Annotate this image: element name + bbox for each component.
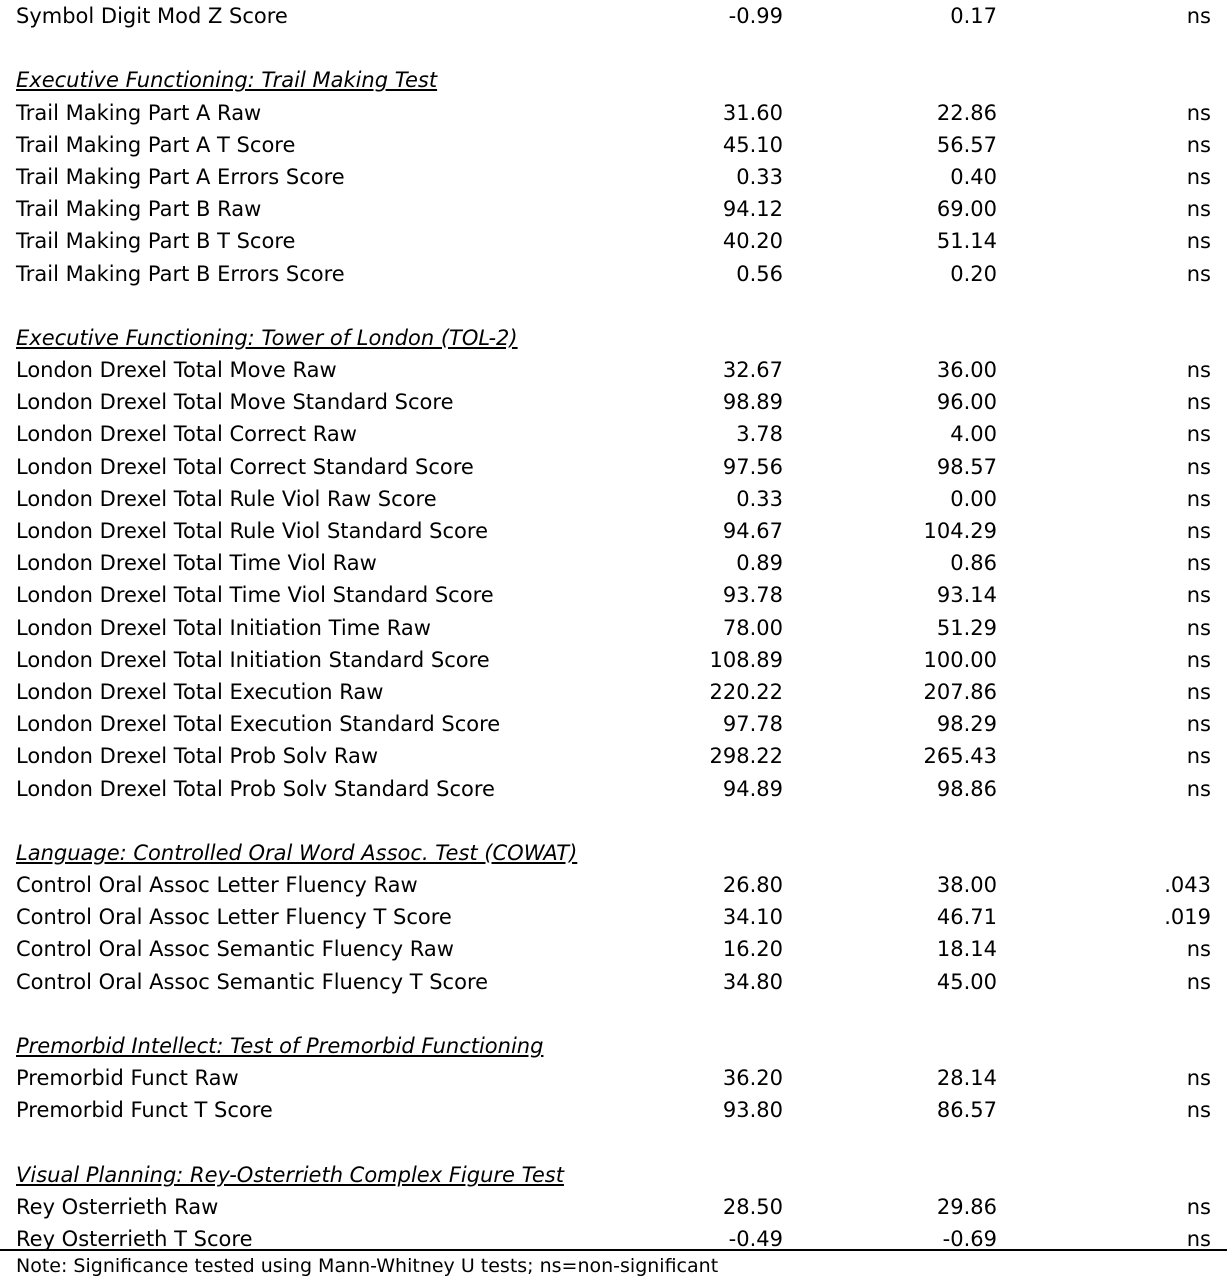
- table-row: [0, 612, 1227, 644]
- group2-value: 93.14: [936, 583, 997, 608]
- significance-value: ns: [1186, 197, 1211, 222]
- group2-value: 96.00: [936, 390, 997, 415]
- significance-value: ns: [1186, 1194, 1211, 1219]
- group2-value: 51.29: [936, 615, 997, 640]
- group1-value: 0.33: [736, 486, 783, 511]
- significance-value: ns: [1186, 4, 1211, 28]
- significance-value: ns: [1186, 132, 1211, 157]
- group1-value: 93.78: [722, 583, 783, 608]
- group2-value: 45.00: [936, 969, 997, 994]
- group1-value: 34.10: [722, 905, 783, 930]
- group2-value: 0.40: [950, 164, 997, 189]
- group2-value: 36.00: [936, 358, 997, 383]
- table-note: Note: Significance tested using Mann-Whitney U tests; ns=non-significant: [16, 1255, 719, 1277]
- group1-value: 40.20: [722, 229, 783, 254]
- measure-label: Control Oral Assoc Semantic Fluency T Score: [16, 969, 489, 994]
- table-row: [0, 129, 1227, 161]
- measure-label: London Drexel Total Move Standard Score: [16, 390, 454, 415]
- significance-value: ns: [1186, 454, 1211, 479]
- significance-value: ns: [1186, 1066, 1211, 1091]
- significance-value: ns: [1186, 583, 1211, 608]
- section-heading: Executive Functioning: Tower of London (TOL-2): [16, 325, 518, 350]
- group1-value: 0.33: [736, 164, 783, 189]
- group2-value: 100.00: [923, 647, 997, 672]
- spacer-row: [0, 998, 1227, 1030]
- measure-label: London Drexel Total Initiation Time Raw: [16, 615, 431, 640]
- group2-value: 28.14: [936, 1066, 997, 1091]
- significance-value: .019: [1164, 905, 1211, 930]
- table-row: [0, 0, 1227, 32]
- group1-value: 94.67: [722, 519, 783, 543]
- group1-value: 28.50: [722, 1194, 783, 1219]
- group1-value: 16.20: [722, 937, 783, 962]
- section-heading: Premorbid Intellect: Test of Premorbid Functioning: [16, 1034, 544, 1058]
- section-heading-row: [0, 64, 1227, 96]
- significance-value: ns: [1186, 1098, 1211, 1123]
- significance-value: ns: [1186, 615, 1211, 640]
- group1-value: -0.49: [728, 1227, 783, 1252]
- significance-value: ns: [1186, 422, 1211, 447]
- group1-value: 0.89: [736, 551, 783, 576]
- group1-value: 97.56: [722, 454, 783, 479]
- significance-value: ns: [1186, 647, 1211, 672]
- measure-label: London Drexel Total Initiation Standard Score: [16, 647, 490, 672]
- table-row: [0, 966, 1227, 998]
- table-row: [0, 676, 1227, 708]
- significance-value: ns: [1186, 100, 1211, 125]
- measure-label: Symbol Digit Mod Z Score: [16, 4, 288, 28]
- table-row: [0, 644, 1227, 676]
- significance-value: ns: [1186, 1227, 1211, 1252]
- measure-label: London Drexel Total Rule Viol Raw Score: [16, 486, 437, 511]
- group2-value: 98.86: [936, 776, 997, 801]
- table-row: [0, 1062, 1227, 1094]
- table-row: [0, 97, 1227, 129]
- significance-value: ns: [1186, 551, 1211, 576]
- significance-value: ns: [1186, 390, 1211, 415]
- group2-value: 265.43: [923, 744, 997, 769]
- group1-value: 220.22: [709, 679, 783, 704]
- group2-value: 0.00: [950, 486, 997, 511]
- group1-value: 0.56: [736, 261, 783, 286]
- table-row: [0, 708, 1227, 740]
- measure-label: Premorbid Funct Raw: [16, 1066, 239, 1091]
- group1-value: 32.67: [722, 358, 783, 383]
- group2-value: 22.86: [936, 100, 997, 125]
- group2-value: 29.86: [936, 1194, 997, 1219]
- table-row: [0, 547, 1227, 579]
- spacer-row: [0, 805, 1227, 837]
- significance-value: ns: [1186, 229, 1211, 254]
- table-row: [0, 1191, 1227, 1223]
- measure-label: Trail Making Part A Errors Score: [16, 164, 345, 189]
- group2-value: 56.57: [936, 132, 997, 157]
- group1-value: 36.20: [722, 1066, 783, 1091]
- table-row: [0, 258, 1227, 290]
- table-row: [0, 740, 1227, 772]
- group1-value: 31.60: [722, 100, 783, 125]
- table-row: [0, 354, 1227, 386]
- measure-label: Trail Making Part A Raw: [16, 100, 262, 125]
- significance-value: ns: [1186, 261, 1211, 286]
- table-row: [0, 773, 1227, 805]
- significance-value: .043: [1164, 873, 1211, 898]
- table-row: [0, 579, 1227, 611]
- table-row: [0, 161, 1227, 193]
- section-heading: Language: Controlled Oral Word Assoc. Test (COWAT): [16, 840, 578, 865]
- group1-value: -0.99: [728, 4, 783, 28]
- significance-value: ns: [1186, 486, 1211, 511]
- significance-value: ns: [1186, 744, 1211, 769]
- significance-value: ns: [1186, 969, 1211, 994]
- table-row: [0, 483, 1227, 515]
- measure-label: London Drexel Total Time Viol Standard Score: [16, 583, 494, 608]
- significance-value: ns: [1186, 358, 1211, 383]
- table-row: [0, 225, 1227, 257]
- group1-value: 3.78: [736, 422, 783, 447]
- group2-value: 51.14: [936, 229, 997, 254]
- group2-value: 0.17: [950, 4, 997, 28]
- group2-value: 207.86: [923, 679, 997, 704]
- measure-label: London Drexel Total Execution Raw: [16, 679, 384, 704]
- measure-label: Rey Osterrieth T Score: [16, 1227, 253, 1252]
- table-row: [0, 869, 1227, 901]
- group1-value: 93.80: [722, 1098, 783, 1123]
- measure-label: Control Oral Assoc Semantic Fluency Raw: [16, 937, 454, 962]
- group1-value: 97.78: [722, 712, 783, 737]
- section-heading-row: [0, 1159, 1227, 1191]
- significance-value: ns: [1186, 712, 1211, 737]
- measure-label: Premorbid Funct T Score: [16, 1098, 273, 1123]
- group2-value: 104.29: [923, 519, 997, 543]
- group1-value: 34.80: [722, 969, 783, 994]
- table-row: [0, 1094, 1227, 1126]
- group2-value: 4.00: [950, 422, 997, 447]
- spacer-row: [0, 1127, 1227, 1159]
- table-row: [0, 418, 1227, 450]
- group2-value: 0.20: [950, 261, 997, 286]
- measure-label: Trail Making Part B T Score: [16, 229, 296, 254]
- measure-label: London Drexel Total Time Viol Raw: [16, 551, 377, 576]
- group2-value: 98.57: [936, 454, 997, 479]
- group2-value: 98.29: [936, 712, 997, 737]
- measure-label: Trail Making Part A T Score: [16, 132, 296, 157]
- group2-value: 69.00: [936, 197, 997, 222]
- section-heading-row: [0, 1030, 1227, 1062]
- measure-label: London Drexel Total Execution Standard Score: [16, 712, 501, 737]
- measure-label: Trail Making Part B Raw: [16, 197, 262, 222]
- table-row: [0, 386, 1227, 418]
- group2-value: 38.00: [936, 873, 997, 898]
- spacer-row: [0, 290, 1227, 322]
- measure-label: London Drexel Total Prob Solv Raw: [16, 744, 379, 769]
- table-row: [0, 451, 1227, 483]
- table-row: [0, 933, 1227, 965]
- significance-value: ns: [1186, 519, 1211, 543]
- group1-value: 26.80: [722, 873, 783, 898]
- measure-label: Rey Osterrieth Raw: [16, 1194, 219, 1219]
- group1-value: 94.12: [722, 197, 783, 222]
- group1-value: 98.89: [722, 390, 783, 415]
- group2-value: 18.14: [936, 937, 997, 962]
- section-heading: Visual Planning: Rey-Osterrieth Complex Figure Test: [16, 1162, 564, 1187]
- measure-label: London Drexel Total Correct Standard Score: [16, 454, 474, 479]
- group2-value: 46.71: [936, 905, 997, 930]
- table-row: [0, 515, 1227, 547]
- group2-value: 86.57: [936, 1098, 997, 1123]
- group1-value: 78.00: [722, 615, 783, 640]
- significance-value: ns: [1186, 679, 1211, 704]
- table-row: [0, 901, 1227, 933]
- group2-value: 0.86: [950, 551, 997, 576]
- group2-value: -0.69: [942, 1227, 997, 1252]
- section-heading-row: [0, 837, 1227, 869]
- group1-value: 298.22: [709, 744, 783, 769]
- measure-label: London Drexel Total Prob Solv Standard Score: [16, 776, 495, 801]
- group1-value: 94.89: [722, 776, 783, 801]
- section-heading-row: [0, 322, 1227, 354]
- section-heading: Executive Functioning: Trail Making Test: [16, 68, 438, 93]
- group1-value: 45.10: [722, 132, 783, 157]
- table-bottom-rule: [0, 1249, 1227, 1251]
- significance-value: ns: [1186, 164, 1211, 189]
- table-row: [0, 193, 1227, 225]
- measure-label: London Drexel Total Rule Viol Standard Score: [16, 519, 488, 543]
- measure-label: London Drexel Total Correct Raw: [16, 422, 357, 447]
- measure-label: London Drexel Total Move Raw: [16, 358, 337, 383]
- measure-label: Trail Making Part B Errors Score: [16, 261, 345, 286]
- measure-label: Control Oral Assoc Letter Fluency T Score: [16, 905, 452, 930]
- measure-label: Control Oral Assoc Letter Fluency Raw: [16, 873, 418, 898]
- group1-value: 108.89: [709, 647, 783, 672]
- significance-value: ns: [1186, 937, 1211, 962]
- spacer-row: [0, 32, 1227, 64]
- significance-value: ns: [1186, 776, 1211, 801]
